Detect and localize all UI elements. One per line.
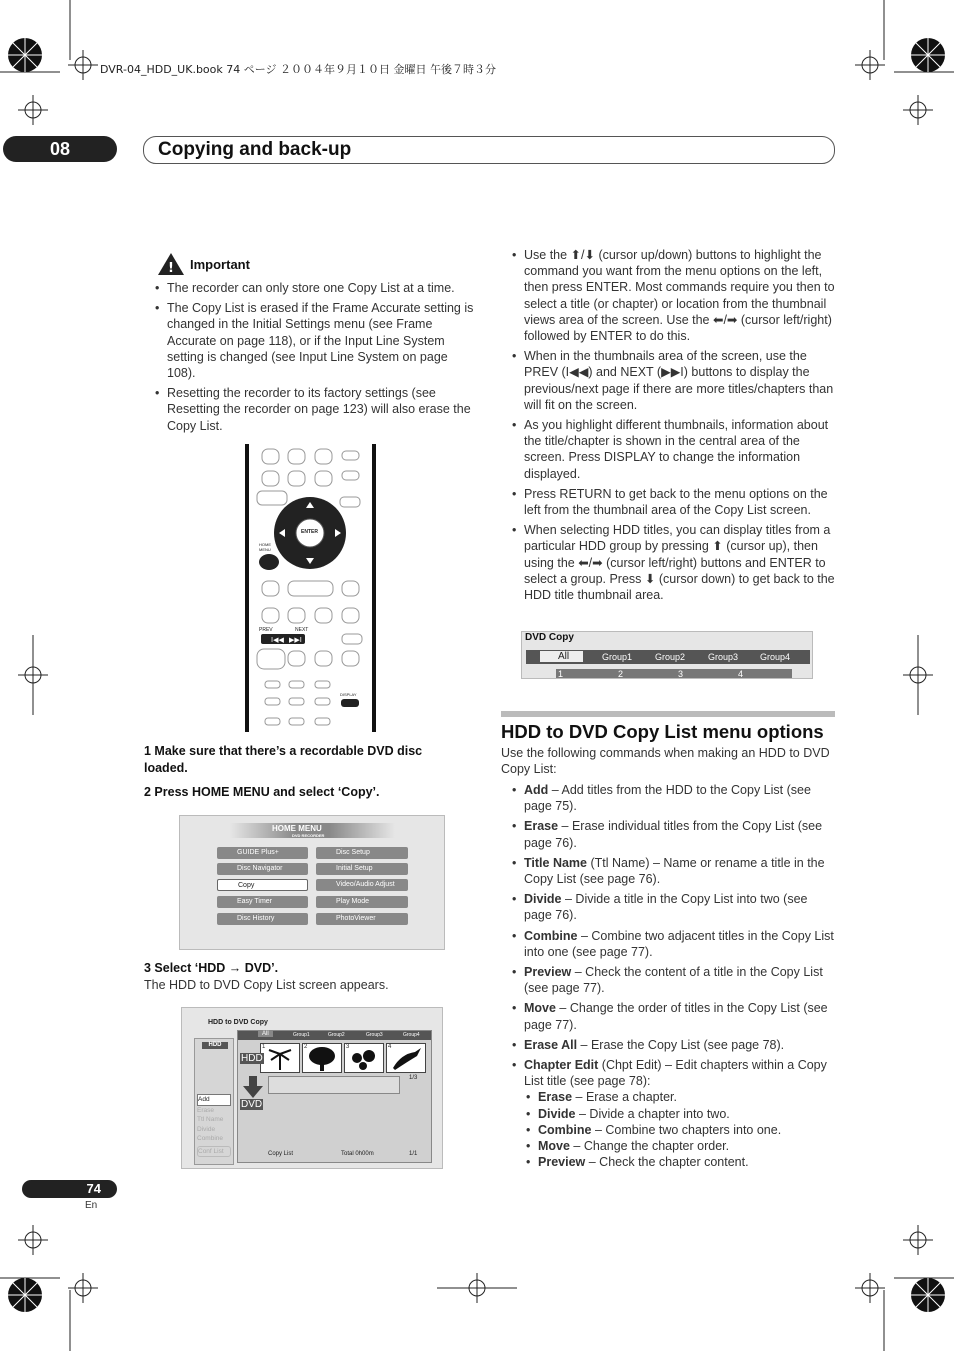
thumb-number: 1	[558, 669, 564, 679]
svg-text:▶▶I: ▶▶I	[289, 636, 302, 644]
thumb-number: 4	[388, 1044, 392, 1050]
section-intro: Use the following commands when making an HDD to DVD Copy List:	[501, 746, 830, 777]
dvd-label: DVD	[241, 1099, 263, 1110]
menu-item-disc-setup[interactable]: Disc Setup	[316, 847, 408, 859]
instruction-item: • When selecting HDD titles, you can display titles from a particular HDD group by pressing ⬆ (cursor up), then using the ⬅/➡ (cursor left/right) buttons and ENTER to select a group. Press ⬇ (cursor down) to get back to the HDD title thumbnail area.	[510, 522, 835, 603]
tab-group2[interactable]: Group2	[655, 652, 686, 662]
enter-button-label: ENTER	[301, 529, 318, 535]
step-3-description: The HDD to DVD Copy List screen appears.	[144, 978, 389, 992]
home-menu-title-bar	[230, 823, 395, 838]
hdd-to-dvd-copy-screen	[181, 1007, 443, 1169]
tab-group1[interactable]: Group1	[602, 652, 633, 662]
tab-group1[interactable]: Group1	[293, 1032, 310, 1038]
home-menu-screen	[179, 815, 445, 950]
page-indicator-bottom: 1/1	[409, 1151, 418, 1157]
important-item: • The Copy List is erased if the Frame Accurate setting is changed in the Initial Settings menu (see Frame Accurate on page 118), or if the Input Line System setting is changed (see Input Line System on page 108).	[153, 300, 478, 381]
tab-all[interactable]: All	[540, 651, 583, 662]
tab-all[interactable]: All	[258, 1031, 273, 1037]
option-divide: • Divide – Divide a title in the Copy List into two (see page 76).	[510, 891, 835, 923]
menu-item-disc-navigator[interactable]: Disc Navigator	[217, 863, 308, 875]
dvd-copy-title: DVD Copy	[525, 632, 574, 643]
important-heading: Important	[190, 257, 250, 272]
copy-list-footer-label: Copy List	[268, 1151, 294, 1157]
home-menu-subtitle: DVD RECORDER	[292, 833, 325, 838]
menu-item-disc-history[interactable]: Disc History	[217, 913, 308, 925]
sub-option-divide: • Divide – Divide a chapter into two.	[524, 1106, 835, 1122]
menu-item-easy-timer[interactable]: Easy Timer	[217, 896, 308, 908]
hdd-badge: HDD	[202, 1042, 228, 1049]
palm-tree-icon	[261, 1044, 299, 1072]
tab-group3[interactable]: Group3	[366, 1032, 383, 1038]
thumb-number: 3	[346, 1044, 350, 1050]
thumbnail-2[interactable]	[302, 1043, 342, 1073]
section-heading-bar	[501, 711, 835, 717]
instruction-item: • When in the thumbnails area of the screen, use the PREV (I◀◀) and NEXT (▶▶I) buttons to display the previous/next page if there are more titles/chapters than will fit on the screen.	[510, 348, 835, 413]
thumbnail-4[interactable]	[386, 1043, 426, 1073]
instruction-item: • Press RETURN to get back to the menu options on the left from the thumbnail area of the Copy List screen.	[510, 486, 835, 518]
thumb-number: 3	[678, 669, 684, 679]
dvd-copy-tabs	[526, 650, 810, 664]
menu-item-photoviewer[interactable]: PhotoViewer	[316, 913, 408, 925]
warning-icon	[157, 252, 185, 276]
option-chapter-edit: • Chapter Edit (Chpt Edit) – Edit chapters within a Copy List title (see page 78): • Erase – Erase a chapter. • Divide – Divide a chapter into two. • Combine – Combine two chapters into one. • Move – Change the chapter order. • Preview – Check the chapter content.	[510, 1057, 835, 1170]
home-menu-button-label: HOME MENU	[259, 542, 271, 552]
instructions-list	[510, 247, 835, 607]
thumbnail-row-partial	[556, 669, 792, 679]
page-number-pill	[22, 1180, 117, 1198]
group-tabs	[238, 1031, 431, 1040]
remote-control-illustration	[245, 444, 378, 732]
display-button-label: DISPLAY	[340, 692, 357, 697]
menu-item-play-mode[interactable]: Play Mode	[316, 896, 408, 908]
option-erase: • Erase – Erase individual titles from the Copy List (see page 76).	[510, 818, 835, 850]
copy-menu-divide[interactable]: Divide	[197, 1125, 216, 1133]
sub-option-erase: • Erase – Erase a chapter.	[524, 1089, 835, 1105]
tab-group4[interactable]: Group4	[760, 652, 791, 662]
important-item: • Resetting the recorder to its factory settings (see Resetting the recorder on page 123) will also erase the Copy List.	[153, 385, 478, 434]
step-3: 3 Select ‘HDD → DVD’.	[144, 961, 279, 975]
copy-menu-title-name[interactable]: Ttl Name	[197, 1116, 224, 1123]
tab-group2[interactable]: Group2	[328, 1032, 345, 1038]
copy-menu-erase[interactable]: Erase	[197, 1106, 214, 1114]
section-heading: HDD to DVD Copy List menu options	[501, 721, 824, 742]
dvd-copy-screen-crop	[521, 631, 813, 679]
menu-options-list	[510, 782, 835, 1170]
important-list	[153, 280, 478, 438]
copy-menu-combine[interactable]: Combine	[197, 1135, 224, 1142]
svg-text:!: !	[168, 261, 174, 276]
sub-option-combine: • Combine – Combine two chapters into one.	[524, 1122, 835, 1138]
prev-button-label: PREV	[259, 627, 273, 633]
next-button-label: NEXT	[295, 627, 309, 633]
copy-list-total: Total 0h00m	[341, 1151, 374, 1157]
thumbnail-1[interactable]	[260, 1043, 300, 1073]
thumb-number: 2	[618, 669, 624, 679]
chapter-edit-sublist	[524, 1089, 835, 1170]
chapter-title: Copying and back-up	[158, 139, 352, 160]
chapter-title-bar	[143, 136, 835, 164]
option-title-name: • Title Name (Ttl Name) – Name or rename a title in the Copy List (see page 76).	[510, 855, 835, 887]
tree-icon	[303, 1044, 341, 1072]
tab-group4[interactable]: Group4	[403, 1032, 420, 1038]
copy-menu-panel	[194, 1038, 234, 1165]
option-preview: • Preview – Check the content of a title in the Copy List (see page 77).	[510, 964, 835, 996]
bird-icon	[387, 1044, 425, 1072]
thumb-number: 2	[304, 1044, 308, 1050]
chapter-number: 08	[3, 136, 117, 162]
option-move: • Move – Change the order of titles in the Copy List (see page 77).	[510, 1000, 835, 1032]
flowers-icon	[345, 1044, 383, 1072]
copy-screen-title: HDD to DVD Copy	[208, 1019, 268, 1026]
page-indicator-top: 1/3	[409, 1075, 418, 1081]
instruction-item: • Use the ⬆/⬇ (cursor up/down) buttons to highlight the command you want from the menu options on the left, then press ENTER. Most commands require you then to select a title (or chapter) or location from the thumbnail views area of the screen. Use the ⬅/➡ (cursor left/right) followed by ENTER to do this.	[510, 247, 835, 344]
menu-item-initial-setup[interactable]: Initial Setup	[316, 863, 408, 875]
copy-menu-add[interactable]: Add	[197, 1094, 231, 1106]
hdd-label: HDD	[241, 1053, 263, 1064]
thumb-number: 4	[738, 669, 744, 679]
svg-text:I◀◀: I◀◀	[271, 636, 284, 644]
copy-menu-conf-list[interactable]: Conf List	[197, 1146, 231, 1158]
important-item: • The recorder can only store one Copy List at a time.	[153, 280, 478, 296]
page-number: 74	[86, 1181, 101, 1196]
print-header: DVR-04_HDD_UK.book 74 ページ ２００４年９月１０日 金曜日 午後７時３分	[100, 63, 497, 76]
sub-option-move: • Move – Change the chapter order.	[524, 1138, 835, 1154]
copy-content-area	[237, 1030, 432, 1163]
page-language: En	[85, 1200, 98, 1211]
menu-item-copy[interactable]: Copy	[217, 879, 308, 891]
option-combine: • Combine – Combine two adjacent titles in the Copy List into one (see page 77).	[510, 928, 835, 960]
tab-group3[interactable]: Group3	[708, 652, 739, 662]
thumbnail-3[interactable]	[344, 1043, 384, 1073]
arrow-down-icon	[243, 1076, 263, 1098]
menu-item-guide-plus[interactable]: GUIDE Plus+	[217, 847, 308, 859]
step-2: 2 Press HOME MENU and select ‘Copy’.	[144, 785, 380, 799]
copy-menu-list	[197, 1094, 231, 1157]
instruction-item: • As you highlight different thumbnails, information about the title/chapter is shown in the central area of the screen. Press DISPLAY to change the information displayed.	[510, 417, 835, 482]
option-erase-all: • Erase All – Erase the Copy List (see page 78).	[510, 1037, 835, 1053]
sub-option-preview: • Preview – Check the chapter content.	[524, 1154, 835, 1170]
thumb-number: 1	[262, 1044, 266, 1050]
home-menu-title: HOME MENU	[272, 824, 322, 833]
option-add: • Add – Add titles from the HDD to the Copy List (see page 75).	[510, 782, 835, 814]
menu-item-video-audio-adjust[interactable]: Video/Audio Adjust	[316, 879, 408, 891]
title-info-box	[268, 1076, 400, 1094]
step-1: 1 Make sure that there’s a recordable DVD disc loaded.	[144, 744, 423, 775]
